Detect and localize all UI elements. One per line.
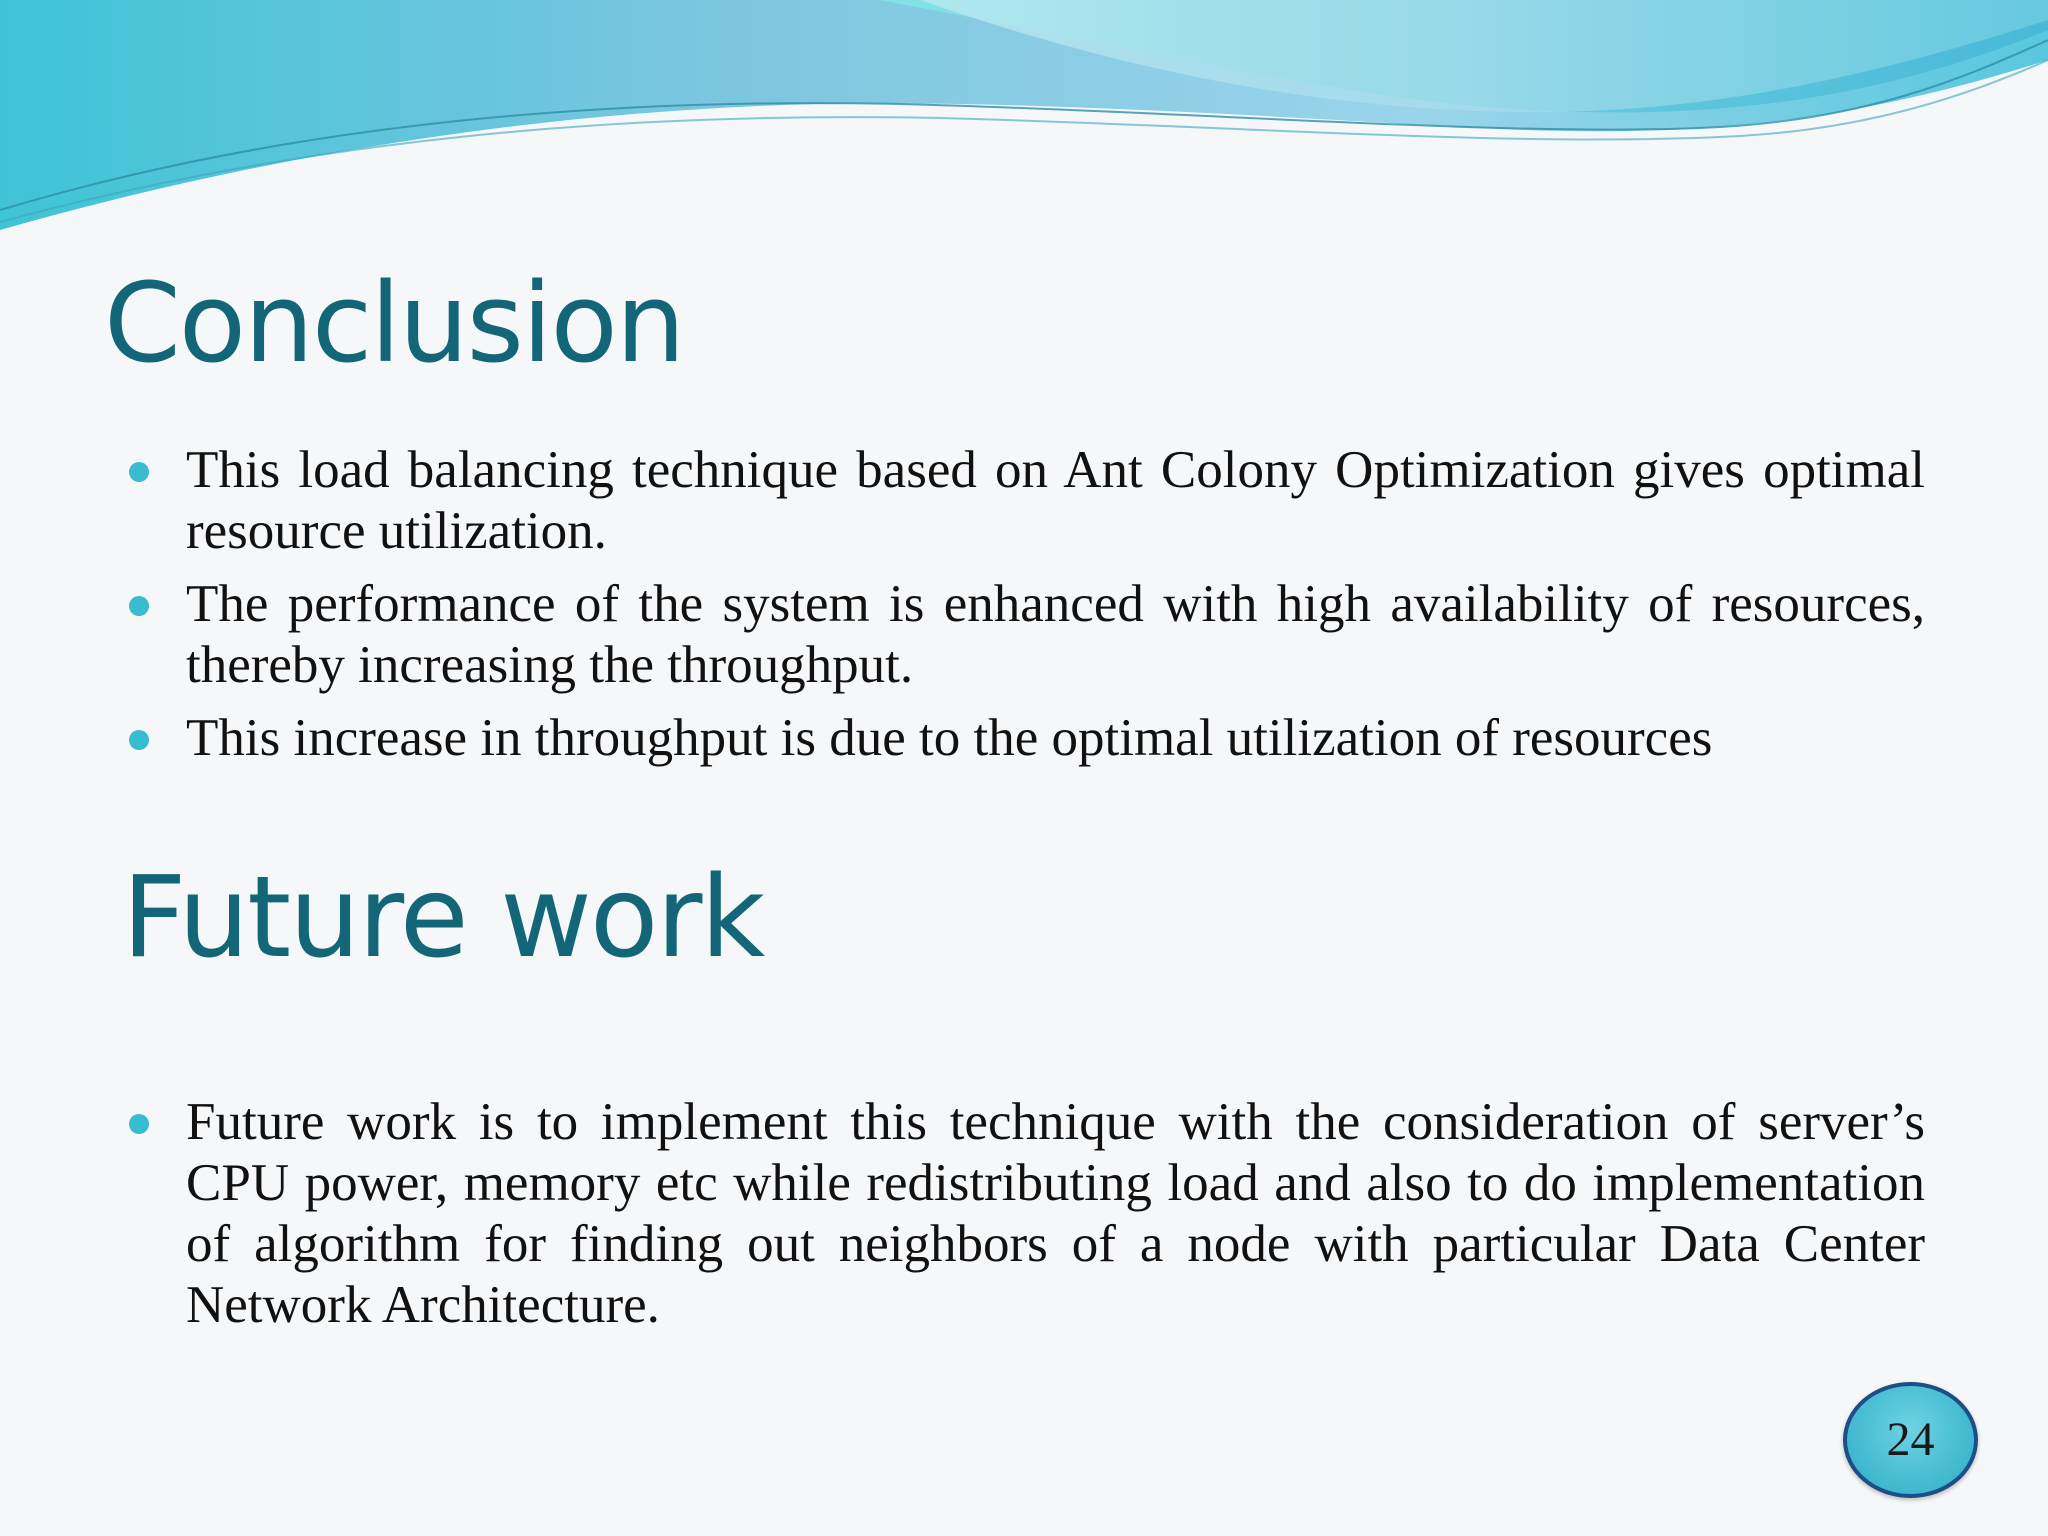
list-item — [0, 574, 1925, 696]
list-item — [0, 440, 1925, 562]
conclusion-bullet-list — [0, 440, 1925, 781]
future-work-bullet-list — [0, 1092, 1925, 1348]
header-wave-decoration — [0, 0, 2048, 240]
future-work-heading: Future work — [122, 853, 764, 983]
bullet-dot-icon — [129, 596, 149, 616]
bullet-text: The performance of the system is enhanced with high availability of resources, thereby increasing the throughput. — [186, 575, 1925, 694]
bullet-dot-icon — [129, 462, 149, 482]
conclusion-heading: Conclusion — [104, 259, 684, 387]
page-number-badge — [1843, 1382, 1978, 1498]
page-number: 24 — [1886, 1413, 1935, 1466]
list-item — [0, 708, 1925, 769]
bullet-text: This increase in throughput is due to the optimal utilization of resources — [186, 709, 1713, 767]
bullet-text: Future work is to implement this technique with the consideration of server’s CPU power, memory etc while redistributing load and also to do implementation of algorithm for finding out neighbors of a node with particular Data Center Network Architecture. — [186, 1093, 1925, 1334]
bullet-text: This load balancing technique based on Ant Colony Optimization gives optimal resource utilization. — [186, 441, 1925, 560]
list-item — [0, 1092, 1925, 1336]
bullet-dot-icon — [129, 730, 149, 750]
bullet-dot-icon — [129, 1114, 149, 1134]
